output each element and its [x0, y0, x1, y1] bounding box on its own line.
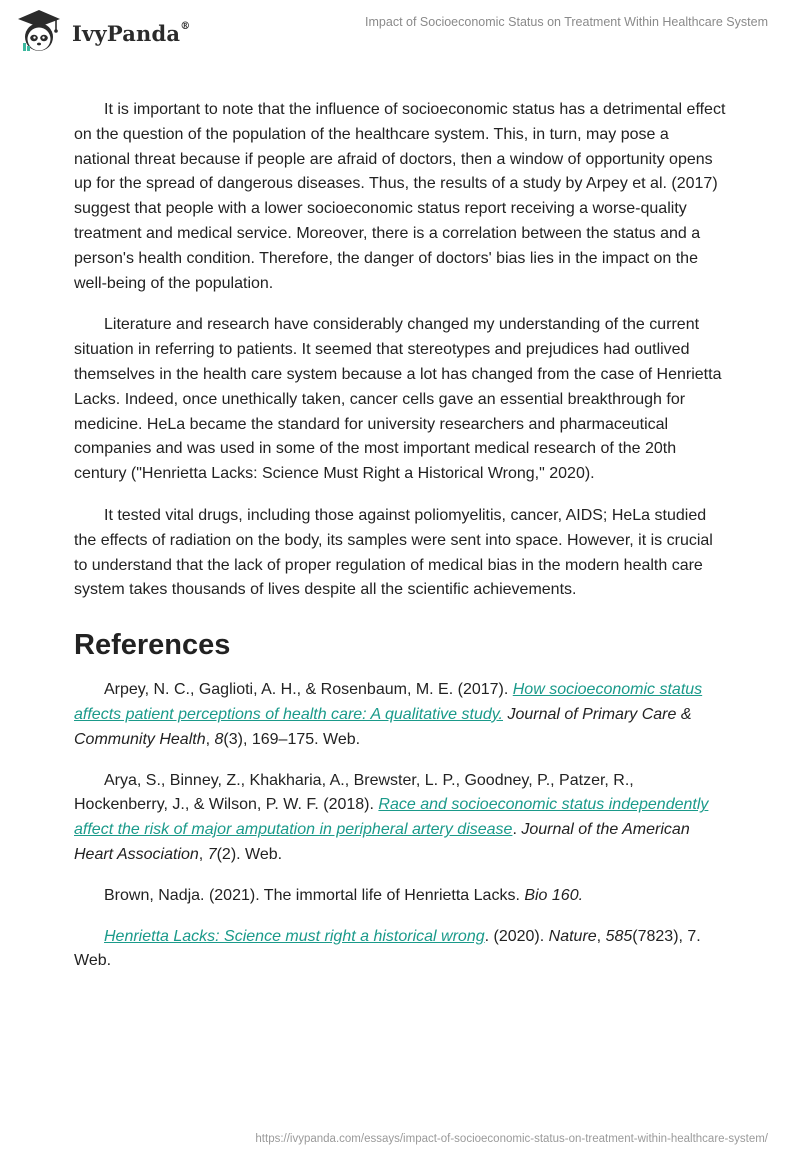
- references-heading: References: [74, 629, 231, 662]
- reference-arya: Arya, S., Binney, Z., Khakharia, A., Brewster, L. P., Goodney, P., Patzer, R., Hockenberry, J., & Wilson, P. W. F. (2018). Race and socioeconomic status independently affect the risk of major amputation in peripheral artery disease. Journal of the American Heart Association, 7(2). Web.: [74, 771, 709, 863]
- reference-henrietta: Henrietta Lacks: Science must right a historical wrong. (2020). Nature, 585(7823), 7. Web.: [74, 927, 701, 970]
- reference-brown: Brown, Nadja. (2021). The immortal life of Henrietta Lacks. Bio 160.: [104, 886, 584, 904]
- document-title: Impact of Socioeconomic Status on Treatment Within Healthcare System: [365, 15, 768, 29]
- reference-arpey: Arpey, N. C., Gaglioti, A. H., & Rosenbaum, M. E. (2017). How socioeconomic status affects patient perceptions of health care: A qualitative study. Journal of Primary Care & Community Health, 8(3), 169–175. Web.: [74, 681, 703, 748]
- page-header: [0, 0, 800, 64]
- essay-body: [74, 98, 726, 990]
- ivypanda-logo[interactable]: [14, 8, 190, 54]
- paragraph: It tested vital drugs, including those against poliomyelitis, cancer, AIDS; HeLa studied the effects of radiation on the body, its samples were sent into space. However, it is crucial to understand that the lack of proper regulation of medical bias in the modern health care system takes thousands of lives despite all the scientific achievements.: [74, 506, 713, 599]
- reference-link-arya[interactable]: Race and socioeconomic status independently affect the risk of major amputation in peripheral artery disease: [74, 796, 709, 839]
- panda-graduation-cap-icon: [14, 8, 64, 54]
- reference-link-arpey[interactable]: How socioeconomic status affects patient perceptions of health care: A qualitative study.: [74, 681, 703, 723]
- brand-name: IvyPanda®: [72, 20, 191, 46]
- registered-mark: ®: [180, 20, 191, 32]
- footer-url[interactable]: https://ivypanda.com/essays/impact-of-socioeconomic-status-on-treatment-within-healthcare-system/: [255, 1133, 768, 1145]
- reference-link-henrietta[interactable]: Henrietta Lacks: Science must right a historical wrong: [104, 927, 485, 945]
- paragraph: Literature and research have considerably changed my understanding of the current situation in referring to patients. It seemed that stereotypes and prejudices had outlived themselves in the health care system because a lot has changed from the case of Henrietta Lacks. Indeed, once unethically taken, cancer cells gave an essential breakthrough for medicine. HeLa became the standard for university researchers and pharmaceutical companies and was used in some of the most important medical research of the 20th century ("Henrietta Lacks: Science Must Right a Historical Wrong," 2020).: [74, 316, 722, 483]
- paragraph: It is important to note that the influence of socioeconomic status has a detrimental effect on the question of the population of the healthcare system. This, in turn, may pose a national threat because if people are afraid of doctors, then a window of opportunity opens up for the spread of dangerous diseases. Thus, the results of a study by Arpey et al. (2017) suggest that people with a lower socioeconomic status report receiving a worse-quality treatment and medical service. Moreover, there is a correlation between the status and a person's health condition. Therefore, the danger of doctors' bias lies in the impact on the well-being of the population.: [74, 101, 726, 292]
